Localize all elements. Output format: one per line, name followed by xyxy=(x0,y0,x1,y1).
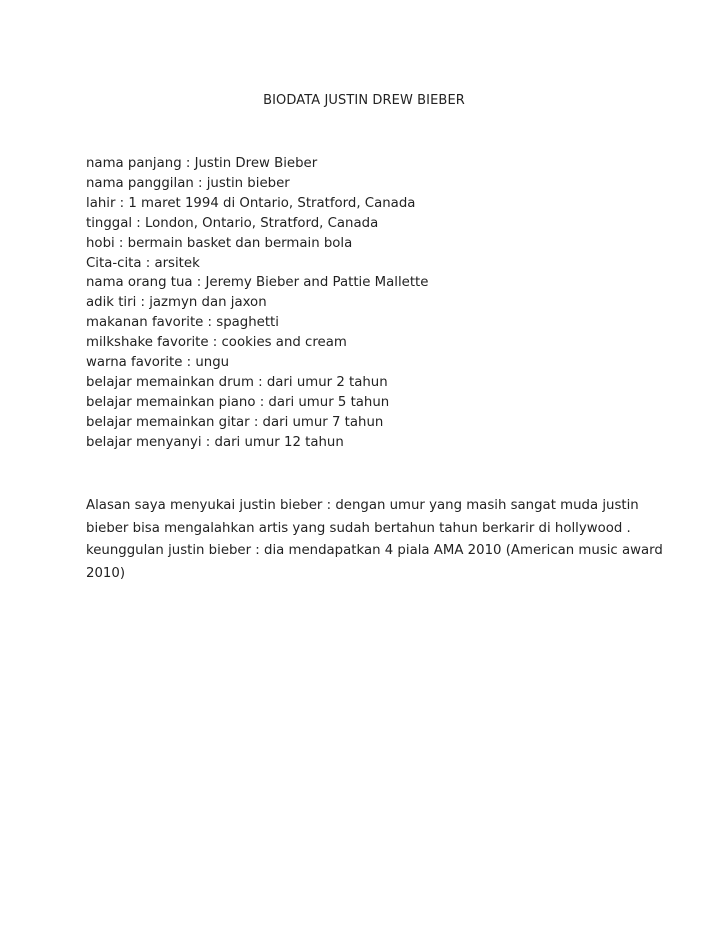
reason-paragraph xyxy=(86,495,663,585)
bio-line: nama panjang : Justin Drew Bieber xyxy=(86,156,318,171)
biodata-list xyxy=(86,154,428,453)
paragraph-line: bieber bisa mengalahkan artis yang sudah bertahun tahun berkarir di hollywood . xyxy=(86,520,631,536)
bio-line: warna favorite : ungu xyxy=(86,355,230,371)
bio-line: Cita-cita : arsitek xyxy=(86,255,200,271)
bio-line: lahir : 1 maret 1994 di Ontario, Stratford, Canada xyxy=(86,195,416,211)
bio-line: makanan favorite : spaghetti xyxy=(86,315,279,331)
bio-line: belajar menyanyi : dari umur 12 tahun xyxy=(86,434,344,450)
bio-line: milkshake favorite : cookies and cream xyxy=(86,335,347,351)
bio-line: hobi : bermain basket dan bermain bola xyxy=(86,235,353,251)
bio-line: belajar memainkan gitar : dari umur 7 tahun xyxy=(86,414,384,430)
bio-line: belajar memainkan drum : dari umur 2 tahun xyxy=(86,374,388,390)
bio-line: nama panggilan : justin bieber xyxy=(86,175,290,191)
paragraph-line: 2010) xyxy=(86,565,126,581)
bio-line: belajar memainkan piano : dari umur 5 tahun xyxy=(86,394,390,410)
bio-line: tinggal : London, Ontario, Stratford, Canada xyxy=(86,215,379,231)
bio-line: adik tiri : jazmyn dan jaxon xyxy=(86,295,267,311)
bio-line: nama orang tua : Jeremy Bieber and Pattie Mallette xyxy=(86,275,429,291)
paragraph-line: keunggulan justin bieber : dia mendapatkan 4 piala AMA 2010 (American music award xyxy=(86,543,663,558)
paragraph-line: Alasan saya menyukai justin bieber : dengan umur yang masih sangat muda justin xyxy=(86,498,639,513)
document-title: BIODATA JUSTIN DREW BIEBER xyxy=(263,93,465,108)
